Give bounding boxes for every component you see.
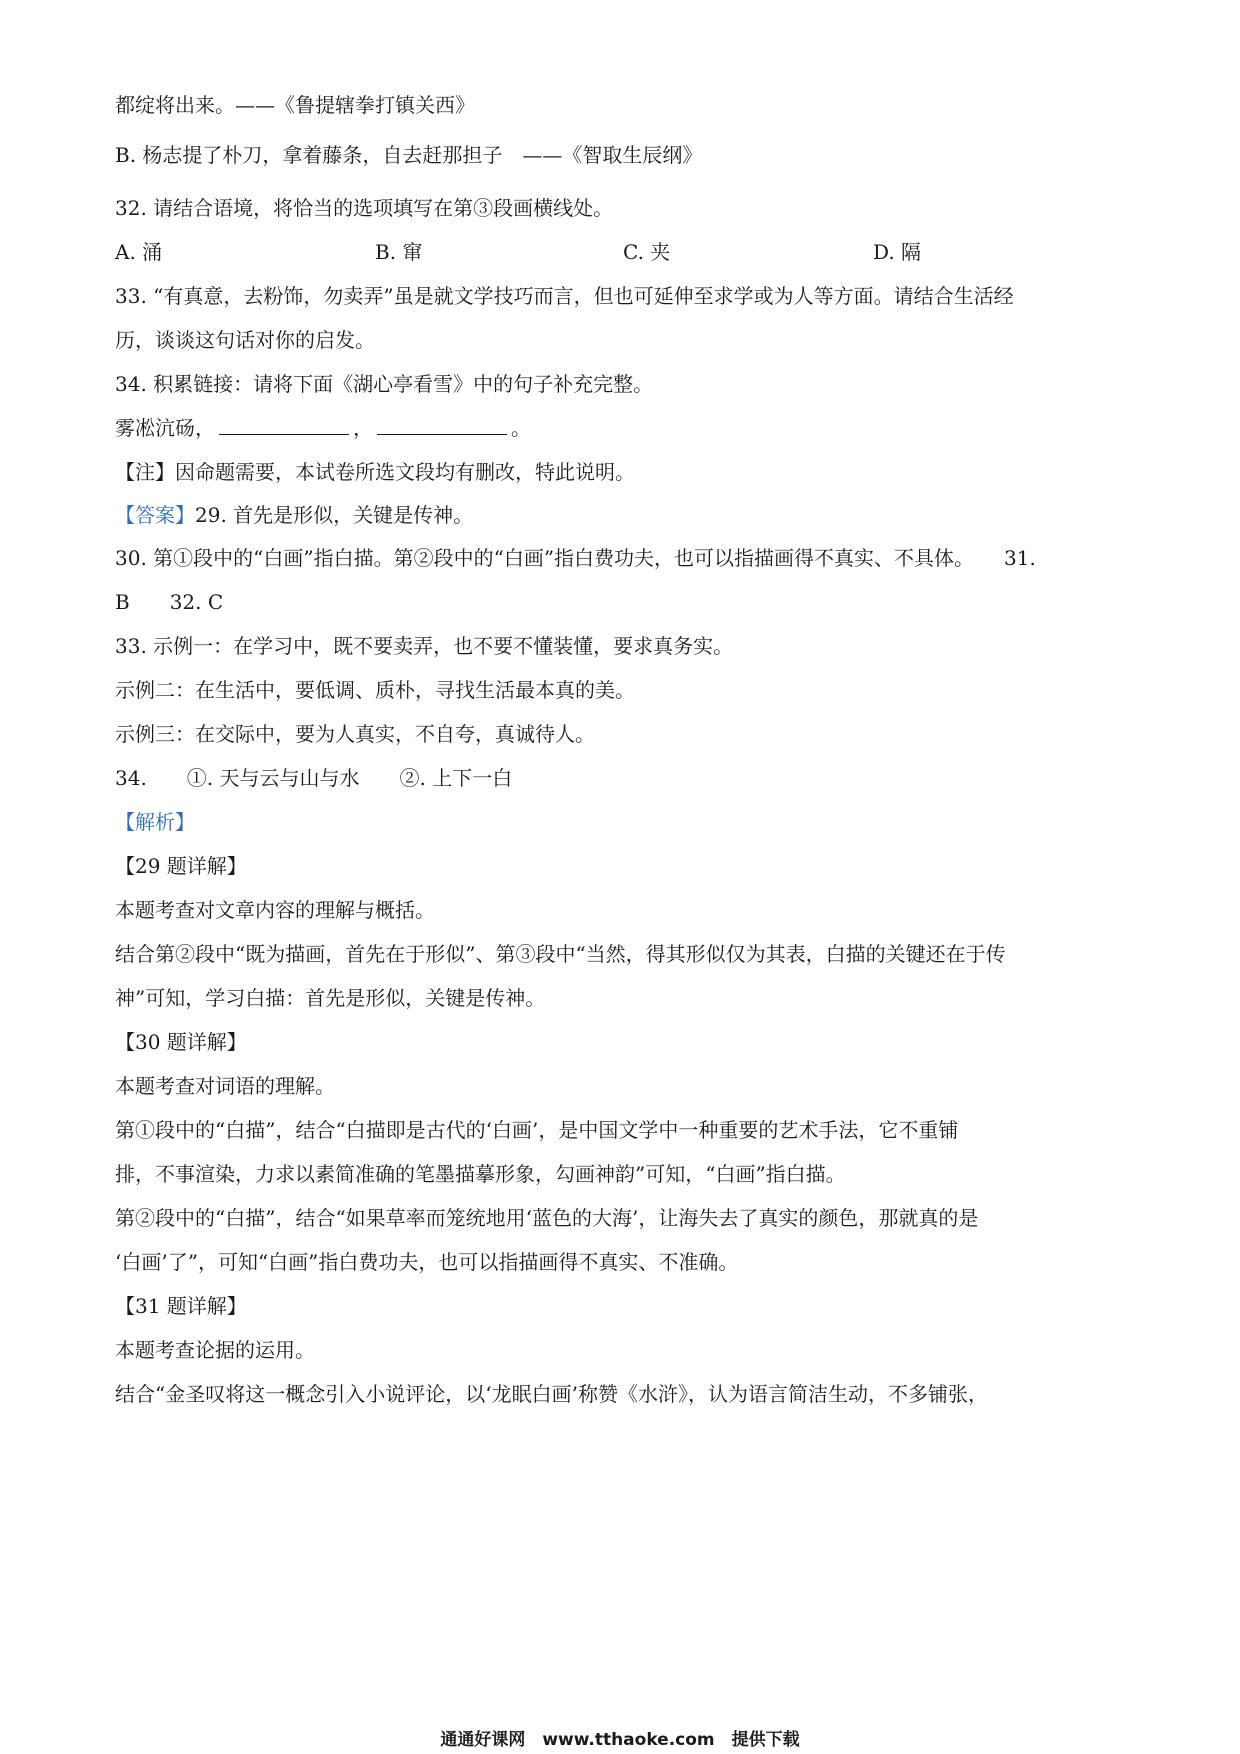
fill-in-line bbox=[115, 413, 1130, 443]
options-row bbox=[115, 237, 1130, 267]
example-2: 示例二：在生活中，要低调、质朴，寻找生活最本真的美。 bbox=[115, 678, 635, 702]
text-line: 结合第②段中“既为描画，首先在于形似”、第③段中“当然，得其形似仅为其表，白描的关键还在于传 bbox=[115, 942, 1006, 966]
note-line: 【注】因命题需要，本试卷所选文段均有删改，特此说明。 bbox=[115, 460, 635, 484]
text-line: 本题考查论据的运用。 bbox=[115, 1338, 315, 1362]
answer-line bbox=[115, 500, 1130, 530]
option-d: D. 隔 bbox=[873, 240, 922, 264]
text-line: 结合“金圣叹将这一概念引入小说评论，以‘龙眠白画’称赞《水浒》，认为语言简洁生动，不多铺张， bbox=[115, 1382, 988, 1406]
option-c: C. 夹 bbox=[623, 240, 671, 264]
text-line: 本题考查对词语的理解。 bbox=[115, 1074, 335, 1098]
text-line: 排，不事渲染，力求以素简准确的笔墨描摹形象，勾画神韵”可知，“白画”指白描。 bbox=[115, 1162, 846, 1186]
answer-34: 34. ①. 天与云与山与水 ②. 上下一白 bbox=[115, 766, 513, 790]
text-line: 都绽将出来。——《鲁提辖拳打镇关西》 bbox=[115, 93, 475, 117]
section-29-heading: 【29 题详解】 bbox=[115, 854, 247, 878]
option-b-line: B. 杨志提了朴刀，拿着藤条，自去赶那担子 ——《智取生辰纲》 bbox=[115, 143, 703, 167]
fill-in-end: 。 bbox=[511, 416, 531, 440]
footer-source: 通通好课网 www.tthaoke.com 提供下载 bbox=[440, 1730, 800, 1750]
answer-31-32: B 32. C bbox=[115, 590, 224, 614]
question-32: 32. 请结合语境，将恰当的选项填写在第③段画横线处。 bbox=[115, 196, 614, 220]
text-line: ‘白画’了”，可知“白画”指白费功夫，也可以指描画得不真实、不准确。 bbox=[115, 1250, 739, 1274]
text-line: 历，谈谈这句话对你的启发。 bbox=[115, 328, 375, 352]
answer-label: 【答案】 bbox=[115, 503, 195, 527]
question-33: 33. “有真意，去粉饰，勿卖弄”虽是就文学技巧而言，但也可延伸至求学或为人等方面。请结合生活经 bbox=[115, 284, 1014, 308]
analysis-label: 【解析】 bbox=[115, 810, 195, 834]
blank-2[interactable] bbox=[377, 414, 507, 435]
fill-in-prefix: 雾凇沆砀， bbox=[115, 416, 215, 440]
text-line: 第①段中的“白描”，结合“白描即是古代的‘白画’，是中国文学中一种重要的艺术手法，它不重铺 bbox=[115, 1118, 959, 1142]
answer-30: 30. 第①段中的“白画”指白描。第②段中的“白画”指白费功夫，也可以指描画得不真实、不具体。 31. bbox=[115, 546, 1036, 570]
text-line: 第②段中的“白描”，结合“如果草率而笼统地用‘蓝色的大海’，让海失去了真实的颜色，那就真的是 bbox=[115, 1206, 979, 1230]
answer-33: 33. 示例一：在学习中，既不要卖弄，也不要不懂装懂，要求真务实。 bbox=[115, 634, 734, 658]
option-a: A. 涌 bbox=[115, 240, 163, 264]
section-31-heading: 【31 题详解】 bbox=[115, 1294, 247, 1318]
fill-in-separator: ， bbox=[353, 416, 373, 440]
answer-29: 29. 首先是形似，关键是传神。 bbox=[195, 503, 474, 527]
example-3: 示例三：在交际中，要为人真实，不自夸，真诚待人。 bbox=[115, 722, 595, 746]
text-line: 本题考查对文章内容的理解与概括。 bbox=[115, 898, 435, 922]
section-30-heading: 【30 题详解】 bbox=[115, 1030, 247, 1054]
question-34: 34. 积累链接：请将下面《湖心亭看雪》中的句子补充完整。 bbox=[115, 372, 654, 396]
blank-1[interactable] bbox=[219, 414, 349, 435]
option-b: B. 窜 bbox=[375, 240, 423, 264]
text-line: 神”可知，学习白描：首先是形似，关键是传神。 bbox=[115, 986, 546, 1010]
